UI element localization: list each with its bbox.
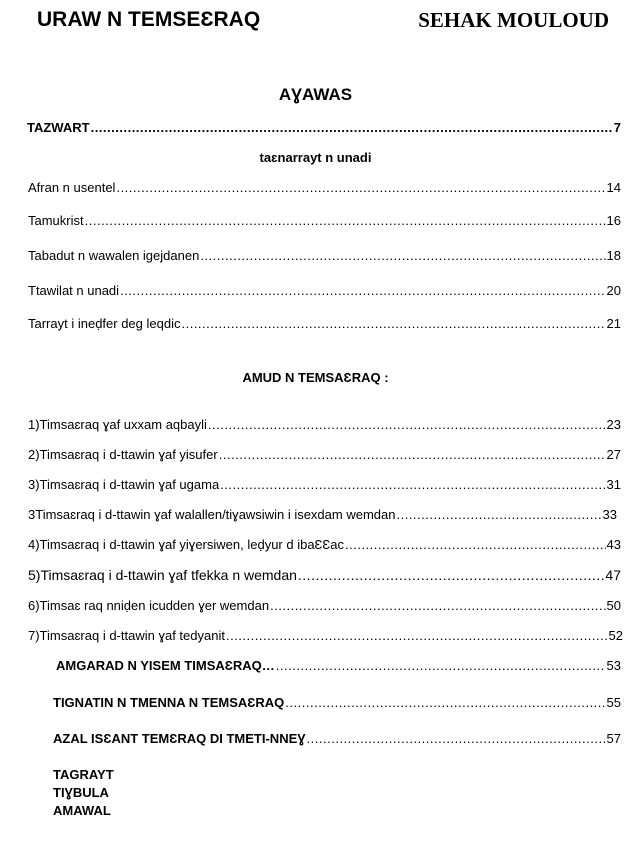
toc-entry-label: 4)Timsaɛraq i d-ttawin ɣaf yiɣersiwen, leḍyur d ibaƐƐac (28, 537, 344, 552)
toc-leader-dots (307, 731, 606, 747)
toc-entry[interactable] (28, 537, 621, 553)
toc-entry-label: 3Timsaɛraq i d-ttawin ɣaf walallen/tiɣawsiwin i isexdam wemdan (28, 507, 396, 522)
page-title: AƔAWAS (278, 85, 353, 104)
toc-leader-dots (285, 695, 605, 711)
toc-entry[interactable] (28, 316, 621, 332)
toc-entry-page: 47 (605, 567, 621, 583)
toc-entry-page: 50 (606, 598, 621, 613)
closing-item-tibula[interactable]: TIƔBULA (53, 785, 109, 800)
toc-leader-dots (396, 507, 601, 523)
toc-entry[interactable] (28, 213, 621, 229)
header-right-author: SEHAK MOULOUD (418, 8, 609, 32)
toc-leader-dots (219, 447, 606, 463)
toc-leader-dots (220, 477, 605, 493)
toc-entry-label: 5)Timsaɛraq i d-ttawin ɣaf tfekka n wemdan (28, 567, 297, 583)
toc-entry[interactable] (28, 248, 621, 264)
toc-entry[interactable] (28, 477, 621, 493)
toc-entry-label: TAZWART (27, 120, 90, 135)
toc-entry-page: 14 (606, 180, 621, 195)
toc-entry[interactable] (28, 598, 621, 614)
toc-entry-label: Tabadut n wawalen igejdanen (28, 248, 200, 263)
toc-leader-dots (208, 417, 606, 433)
toc-entry-label: 6)Timsaɛ raq nniḍen icudden ɣer wemdan (28, 598, 270, 613)
toc-entry[interactable] (28, 283, 621, 299)
toc-entry-page: 31 (606, 477, 621, 492)
toc-entry-page: 57 (606, 731, 621, 746)
closing-item-tagrayt[interactable]: TAGRAYT (53, 767, 114, 782)
toc-leader-dots (270, 598, 605, 614)
toc-leader-dots (91, 120, 613, 136)
toc-entry-page: 52 (608, 628, 623, 643)
toc-leader-dots (85, 213, 606, 229)
toc-leader-dots (345, 537, 606, 553)
toc-entry[interactable] (28, 180, 621, 196)
toc-entry[interactable] (28, 507, 617, 523)
toc-entry-page: 7 (613, 120, 621, 135)
toc-entry[interactable] (28, 567, 621, 583)
toc-entry-label: Afran n usentel (28, 180, 116, 195)
toc-entry-page: 55 (606, 695, 621, 710)
section-heading-riddles: AMUD N TEMSAƐRAQ : (242, 370, 389, 385)
toc-entry-page: 21 (606, 316, 621, 331)
toc-entry-label: AMGARAD N YISEM TIMSAƐRAQ… (56, 658, 275, 673)
toc-entry[interactable] (28, 447, 621, 463)
toc-entry[interactable] (28, 417, 621, 433)
toc-entry-label: 7)Timsaɛraq i d-ttawin ɣaf tedyanit (28, 628, 225, 643)
toc-entry-label: TIGNATIN N TMENNA N TEMSAƐRAQ (53, 695, 285, 710)
toc-entry-label: 2)Timsaɛraq i d-ttawin ɣaf yisufer (28, 447, 218, 462)
toc-entry-page: 33 (602, 507, 617, 522)
toc-entry-page: 27 (606, 447, 621, 462)
toc-entry-page: 43 (606, 537, 621, 552)
toc-entry-label: 1)Timsaɛraq ɣaf uxxam aqbayli (28, 417, 207, 432)
toc-entry-label: 3)Timsaɛraq i d-ttawin ɣaf ugama (28, 477, 220, 492)
section-heading-methodology: taɛnarrayt n unadi (259, 150, 372, 165)
toc-entry-label: Tamukrist (28, 213, 84, 228)
toc-leader-dots (200, 248, 605, 264)
toc-leader-dots (120, 283, 605, 299)
toc-leader-dots (276, 658, 606, 674)
toc-entry-label: Tarrayt i ineḍfer deg leqdic (28, 316, 181, 331)
toc-leader-dots (226, 628, 608, 644)
toc-entry-page: 16 (606, 213, 621, 228)
header-left-title: URAW N TEMSEƐRAQ (37, 8, 261, 31)
toc-entry-page: 23 (606, 417, 621, 432)
toc-leader-dots (181, 316, 605, 332)
toc-entry-label: Ttawilat n unadi (28, 283, 120, 298)
closing-item-amawal[interactable]: AMAWAL (53, 803, 111, 818)
toc-entry[interactable] (56, 658, 621, 674)
toc-entry-page: 53 (606, 658, 621, 673)
toc-entry-intro[interactable] (27, 120, 621, 136)
toc-entry[interactable] (53, 731, 621, 747)
toc-entry-label: AZAL ISƐANT TEMƐRAQ DI TMETI-NNEƔ (53, 731, 306, 746)
toc-entry-page: 20 (606, 283, 621, 298)
toc-leader-dots (298, 567, 605, 583)
toc-leader-dots (116, 180, 605, 196)
toc-entry-page: 18 (606, 248, 621, 263)
toc-entry[interactable] (53, 695, 621, 711)
toc-entry[interactable] (28, 628, 623, 644)
